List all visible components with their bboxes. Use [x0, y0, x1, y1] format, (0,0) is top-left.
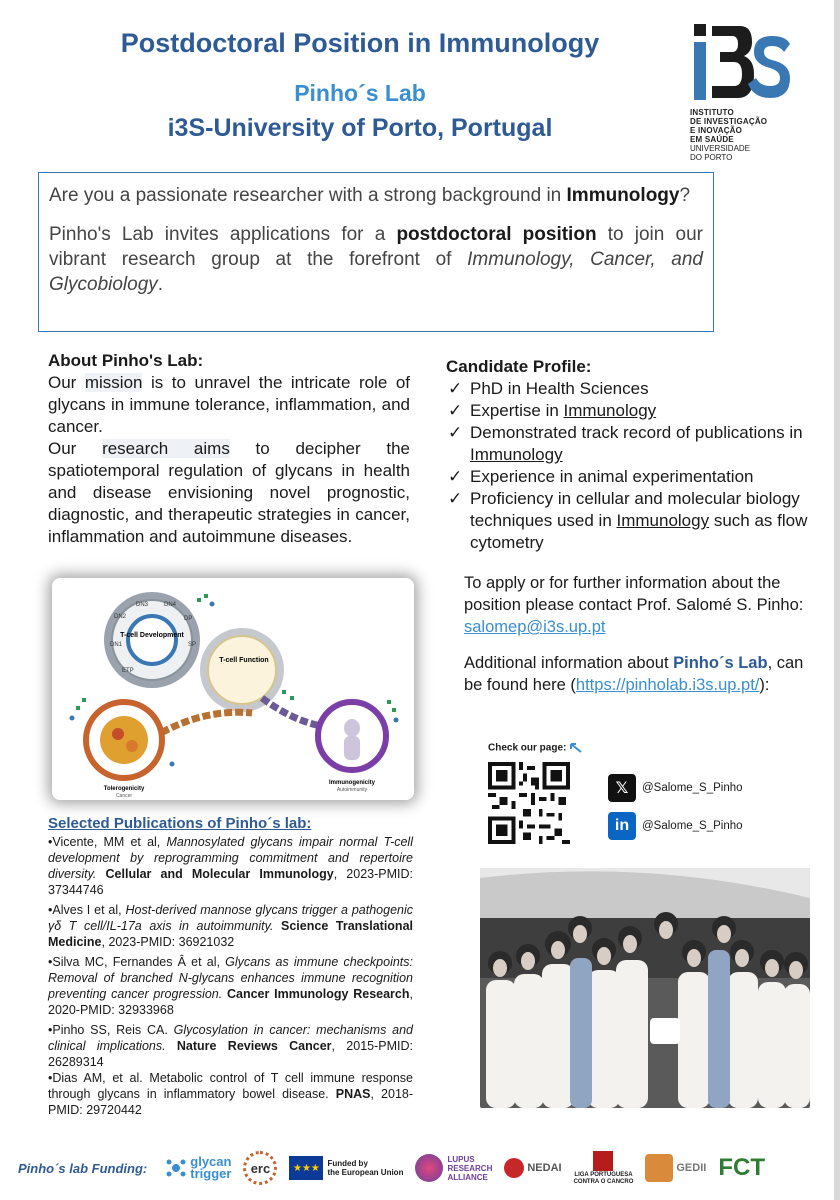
text: Are you a passionate researcher with a strong background in [49, 185, 567, 206]
gear1-label: T-cell Development [120, 632, 184, 639]
glycantrigger-logo [165, 1156, 231, 1180]
more-info-text [464, 652, 819, 696]
lab-name: Pinho´s Lab [294, 80, 426, 106]
gear2-label: T-cell Function [219, 657, 269, 664]
text: Proficiency in cellular and molecular biology techniques used in [470, 489, 800, 530]
eu-logo [289, 1156, 403, 1180]
sp-label: SP [188, 642, 197, 648]
university-name: i3S-University of Porto, Portugal [167, 114, 553, 142]
text-underline: Immunology [470, 445, 563, 464]
list-item [446, 488, 816, 554]
text: ALLIANCE [447, 1172, 488, 1182]
text: Our [48, 439, 103, 458]
text: ? [679, 185, 691, 206]
publication-item [48, 1070, 413, 1118]
text: , 2023-PMID: 37344746 [48, 867, 413, 897]
text-underline: Immunology [616, 511, 710, 530]
text: •Alves I et al, [48, 903, 126, 917]
intro-box [38, 172, 714, 332]
text: . [157, 274, 164, 295]
dn2-label: DN2 [114, 614, 127, 620]
check-icon: ✓ [448, 379, 463, 398]
text: ): [759, 676, 770, 694]
glycan-icon [165, 1157, 187, 1179]
erc-logo [243, 1151, 277, 1185]
logo-text-university [690, 144, 820, 162]
funding-bar [18, 1148, 828, 1188]
publication-item [48, 1022, 413, 1070]
linkedin-icon: in [608, 812, 636, 840]
arrow-icon [569, 742, 585, 754]
immunogenicity-circle [318, 702, 386, 793]
text: PhD in Health Sciences [470, 379, 649, 398]
gear-function [200, 628, 284, 712]
logo-text-institute [690, 108, 820, 144]
team-photo [480, 868, 810, 1108]
profile-list [446, 378, 816, 554]
journal: Science Translational Medicine [48, 919, 413, 949]
email-link[interactable]: salomep@i3s.up.pt [464, 618, 606, 636]
intro-invitation [49, 222, 703, 297]
intro-question [49, 183, 703, 208]
text: Experience in animal experimentation [470, 467, 754, 486]
nedai-icon [504, 1158, 524, 1178]
journal: Nature Reviews Cancer [165, 1039, 332, 1053]
journal: Cellular and Molecular Immunology [96, 867, 334, 881]
text: trigger [190, 1166, 232, 1181]
page-title: Postdoctoral Position in Immunology [120, 28, 600, 58]
text: , 2020-PMID: 32933968 [48, 987, 413, 1017]
liga-icon [593, 1151, 613, 1171]
gedii-logo [645, 1154, 706, 1182]
text: such as flow cytometry [470, 511, 808, 552]
logo-line: EM SAÚDE [690, 135, 734, 144]
funding-label: Pinho´s lab Funding: [18, 1160, 148, 1176]
highlight: research aims [102, 439, 230, 458]
text: FCT [718, 1154, 765, 1181]
text: Our [48, 373, 85, 392]
publication-item [48, 834, 413, 898]
erc-icon: erc [243, 1151, 277, 1185]
tolerogenicity-label: Tolerogenicity [103, 786, 145, 792]
gear-development [104, 592, 200, 688]
text: •Silva MC, Fernandes Â et al, [48, 955, 226, 969]
check-page-label [488, 742, 585, 754]
text: NEDAI [527, 1161, 562, 1174]
qr-code-icon [488, 762, 570, 844]
i3s-logo [690, 22, 820, 162]
chain-left [152, 712, 252, 738]
research-figure [52, 578, 414, 800]
text: , can be found here ( [464, 654, 804, 694]
journal: Cancer Immunology Research [222, 987, 410, 1001]
text-italic: Host-derived mannose glycans trigger a pathogenic γδ T cell/IL-17a axis in autoimmunity. [48, 903, 413, 933]
text-bold: Pinho´s Lab [673, 654, 768, 672]
website-link[interactable]: https://pinholab.i3s.up.pt/ [575, 676, 760, 694]
text: RESEARCH [447, 1163, 493, 1173]
dn3-label: DN3 [136, 602, 149, 608]
publication-item [48, 954, 413, 1018]
nedai-logo [504, 1158, 561, 1178]
text: Demonstrated track record of publications in [470, 423, 803, 442]
dn4-label: DN4 [164, 602, 177, 608]
text: •Vicente, MM et al, [48, 835, 167, 849]
check-icon: ✓ [448, 467, 463, 486]
logo-line: DO PORTO [690, 153, 733, 162]
text: Expertise in [470, 401, 564, 420]
list-item [446, 400, 816, 422]
text: GEDII [676, 1161, 707, 1174]
linkedin-handle: @Salome_S_Pinho [642, 820, 743, 832]
publications-heading: Selected Publications of Pinho´s lab: [48, 815, 312, 832]
about-mission [48, 372, 410, 438]
text: , 2018-PMID: 29720442 [48, 1087, 414, 1117]
lupus-icon [415, 1154, 443, 1182]
glycan-diagram [52, 578, 414, 800]
text-italic: Glycans as immune checkpoints: Removal of branched N-glycans enhances immune recognition preventing cancer progression. [48, 955, 413, 1001]
text: to join our vibrant research group at the forefront of [49, 224, 703, 270]
logo-line: E INOVAÇÃO [690, 126, 743, 135]
text: •Dias AM, et al. Metabolic control of T cell immune response through glycans in inflammatory bowel disease. [48, 1071, 413, 1101]
contact-text [464, 572, 819, 638]
x-handle: @Salome_S_Pinho [642, 782, 743, 794]
check-icon: ✓ [448, 423, 463, 442]
linkedin-social[interactable] [608, 812, 743, 840]
about-research [48, 438, 410, 548]
check-icon: ✓ [448, 489, 463, 508]
autoimmunity-label: Autoimmunity [336, 787, 368, 793]
about-section [48, 350, 410, 548]
contact-section [464, 572, 819, 696]
publication-item [48, 902, 413, 950]
text: CONTRA O CANCRO [573, 1178, 634, 1185]
text: glycan [190, 1154, 232, 1169]
text: the European Union [327, 1168, 404, 1177]
profile-heading: Candidate Profile: [446, 357, 592, 376]
cancer-label: Cancer [115, 793, 133, 799]
lupus-logo [415, 1154, 492, 1182]
logo-line: INSTITUTO [690, 108, 734, 117]
text: is to unravel the intricate role of glycans in immune tolerance, inflammation, and cancer. [48, 373, 410, 436]
text: LIGA PORTUGUESA [574, 1171, 633, 1178]
tolerogenicity-circle [86, 702, 162, 799]
text-bold: postdoctoral position [396, 224, 597, 245]
liga-logo [574, 1151, 634, 1186]
fct-logo [718, 1155, 765, 1181]
dn1-label: DN1 [110, 642, 123, 648]
text-italic: Immunology, Cancer, and Glycobiology [49, 249, 703, 295]
text: Funded by [327, 1159, 368, 1168]
text: LUPUS [447, 1154, 475, 1164]
text-italic: Glycosylation in cancer: mechanisms and clinical implications. [48, 1023, 414, 1053]
x-icon: 𝕏 [608, 774, 636, 802]
about-heading: About Pinho's Lab: [48, 351, 204, 370]
eu-flag-icon: ★★★ [289, 1156, 323, 1180]
text: Check our page: [488, 742, 567, 754]
gedii-icon [645, 1154, 673, 1182]
dp-label: DP [184, 616, 193, 622]
list-item [446, 378, 816, 400]
publications-section [48, 816, 413, 1122]
etp-label: ETP [122, 668, 134, 674]
text: to decipher the spatiotemporal regulation of glycans in health and disease envisioning novel prognostic, diagnostic, and therapeutic strategies in cancer, inflammation and autoimmune diseases. [48, 439, 410, 546]
text: , 2015-PMID: 26289314 [48, 1039, 413, 1069]
list-item [446, 466, 816, 488]
team-photo-image [480, 868, 810, 1108]
text-underline: Immunology [563, 401, 657, 420]
text: To apply or for further information about the position please contact Prof. Salomé S. Pinho: [464, 574, 804, 614]
logo-line: UNIVERSIDADE [690, 144, 751, 153]
text-italic: Mannosylated glycans impair normal T-cell development by reprogramming commitment and repertoire diversity. [48, 835, 413, 881]
logo-line: DE INVESTIGAÇÃO [690, 117, 768, 126]
text-bold: Immunology [566, 185, 680, 206]
text: •Pinho SS, Reis CA. [48, 1023, 174, 1037]
journal: PNAS [328, 1087, 371, 1101]
text: Additional information about [464, 654, 674, 672]
list-item [446, 422, 816, 466]
x-social[interactable] [608, 774, 743, 802]
qr-code[interactable] [488, 762, 570, 844]
text: , 2023-PMID: 36921032 [101, 935, 235, 949]
check-icon: ✓ [448, 401, 463, 420]
text: Pinho's Lab invites applications for a [49, 224, 397, 245]
immunogenicity-label: Immunogenicity [328, 780, 376, 786]
i3s-logo-mark [690, 22, 800, 104]
highlight: mission [84, 373, 143, 392]
candidate-profile [446, 356, 816, 554]
